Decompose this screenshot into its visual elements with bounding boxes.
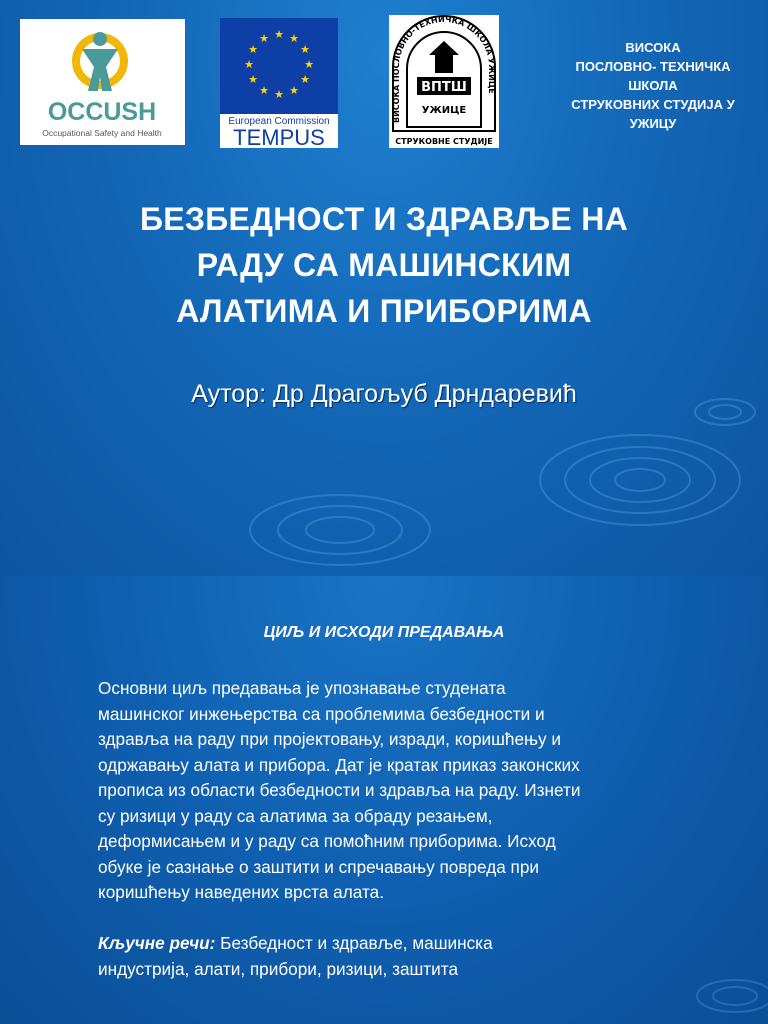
school-name-line: ПОСЛОВНО- ТЕХНИЧКА: [575, 59, 731, 74]
tempus-label: TEMPUS: [233, 125, 325, 148]
author-line: Аутор: Др Драгољуб Дрндаревић: [191, 380, 577, 408]
vptsh-school-logo: [389, 15, 499, 148]
svg-text:★: ★: [300, 73, 310, 86]
paragraph-line: здравља на раду при пројектовању, изради, коришћењу и: [98, 729, 561, 749]
vptsh-abbr: ВПТШ: [421, 80, 467, 95]
svg-text:★: ★: [274, 88, 284, 101]
svg-text:★: ★: [244, 58, 254, 71]
svg-text:★: ★: [248, 43, 258, 56]
occush-name: OCCUSH: [47, 98, 157, 126]
paragraph-line: су ризици у раду са алатима за обраду резањем,: [98, 805, 493, 826]
paragraph-line: Основни циљ предавања је упознавање студената: [98, 678, 506, 698]
school-name-line: СТРУКОВНИХ СТУДИЈА У: [571, 97, 735, 112]
svg-text:★: ★: [304, 58, 314, 71]
vptsh-ring-text: ВИСОКА ПОСЛОВНО-ТЕХНИЧКА ШКОЛА УЖИЦЕ: [391, 15, 496, 123]
paragraph-line: одржавању алата и прибора. Дат је кратак приказ законских: [98, 754, 580, 775]
keywords-text: индустрија, алати, прибори, ризици, заштита: [98, 958, 459, 979]
title-line: БЕЗБЕДНОСТ И ЗДРАВЉЕ НА: [139, 201, 629, 237]
keywords: [98, 931, 718, 982]
paragraph-line: коришћењу наведених врста алата.: [98, 882, 384, 902]
school-name-line: ШКОЛА: [628, 78, 678, 93]
objectives-paragraph: [98, 676, 718, 906]
section-heading: ЦИЉ И ИСХОДИ ПРЕДАВАЊА: [263, 624, 505, 641]
svg-text:★: ★: [248, 73, 258, 86]
school-name-line: УЖИЦУ: [629, 116, 677, 131]
eu-tempus-logo: [220, 18, 338, 148]
keywords-label: Кључне речи:: [98, 933, 216, 953]
objectives-slide: [0, 576, 768, 1024]
keywords-text: Безбедност и здравље, машинска: [215, 933, 493, 953]
slide-title: [60, 196, 708, 334]
vptsh-city: УЖИЦЕ: [421, 105, 467, 116]
paragraph-line: деформисањем и у раду са помоћним приборима. Исход: [98, 831, 556, 851]
vptsh-bottom-text: СТРУКОВНЕ СТУДИЈЕ: [395, 137, 493, 146]
paragraph-line: машинског инжењерства са проблемима безбедности и: [98, 703, 545, 724]
school-name: [548, 38, 758, 133]
occush-tagline: Occupational Safety and Health: [42, 128, 162, 138]
paragraph-line: обуке је сазнање о заштити и спречавању повреда при: [98, 856, 540, 877]
svg-text:★: ★: [274, 28, 284, 41]
eu-commission-label: European Commission: [228, 116, 330, 127]
svg-text:★: ★: [300, 43, 310, 56]
occush-logo: [20, 19, 185, 145]
paragraph-line: прописа из области безбедности и здравља на раду. Изнети: [98, 780, 581, 800]
title-line: РАДУ СА МАШИНСКИМ: [196, 247, 572, 283]
title-line: АЛАТИМА И ПРИБОРИМА: [176, 293, 592, 329]
svg-text:★: ★: [259, 84, 269, 97]
school-name-line: ВИСОКА: [625, 40, 681, 55]
svg-text:★: ★: [259, 32, 269, 45]
svg-text:★: ★: [289, 32, 299, 45]
svg-text:★: ★: [289, 84, 299, 97]
